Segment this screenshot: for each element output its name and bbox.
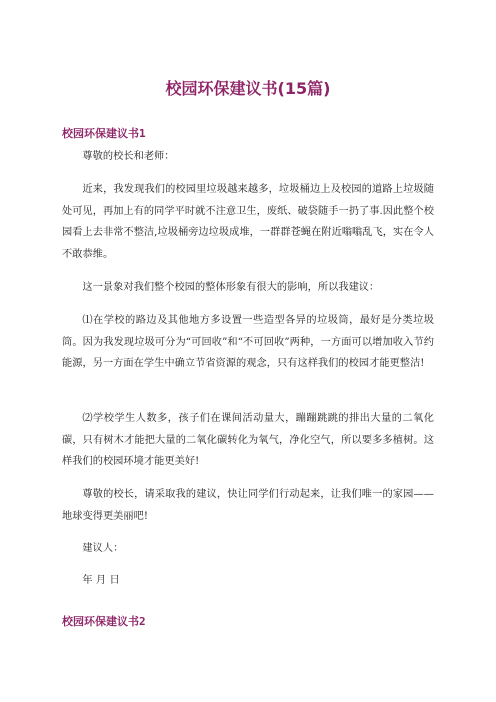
section-heading-2: 校园环保建议书2 [62,615,146,628]
paragraph-1: 近来，我发现我们的校园里垃圾越来越多，垃圾桶边上及校园的道路上垃圾随处可见，再加上有的同学平时就不注意卫生，废纸、破袋随手一扔了事.因此整个校园看上去非常不整洁,垃圾桶旁边垃圾成堆，一群群苍蝇在附近嗡嗡乱飞，实在令人不敢恭维。 [62,184,434,260]
paragraph-4: ⑵学校学生人数多，孩子们在课间活动量大，蹦蹦跳跳的排出大量的二氧化碳，只有树木才能把大量的二氧化碳转化为氧气，净化空气，所以要多多植树。这样我们的校园环境才能更美好! [62,413,434,468]
paragraph-5: 尊敬的校长，请采取我的建议，快让同学们行动起来，让我们唯一的家园——地球变得更美丽吧! [62,489,434,522]
signature-label: 建议人： [82,543,124,554]
date-line: 年 月 日 [82,575,120,586]
document-title: 校园环保建议书(15篇) [165,79,331,98]
paragraph-3: ⑴在学校的路边及其他地方多设置一些造型各异的垃圾筒，最好是分类垃圾筒。因为我发现垃圾可分为“可回收”和“不可回收”两种，一方面可以增加收入节约能源，另一方面在学生中确立节省资源的观念，只有这样我们的校园才能更整洁! [62,315,434,370]
section-heading-1: 校园环保建议书1 [62,127,146,140]
paragraph-2: 这一景象对我们整个校园的整体形象有很大的影响，所以我建议： [82,282,380,293]
salutation: 尊敬的校长和老师： [82,151,175,162]
